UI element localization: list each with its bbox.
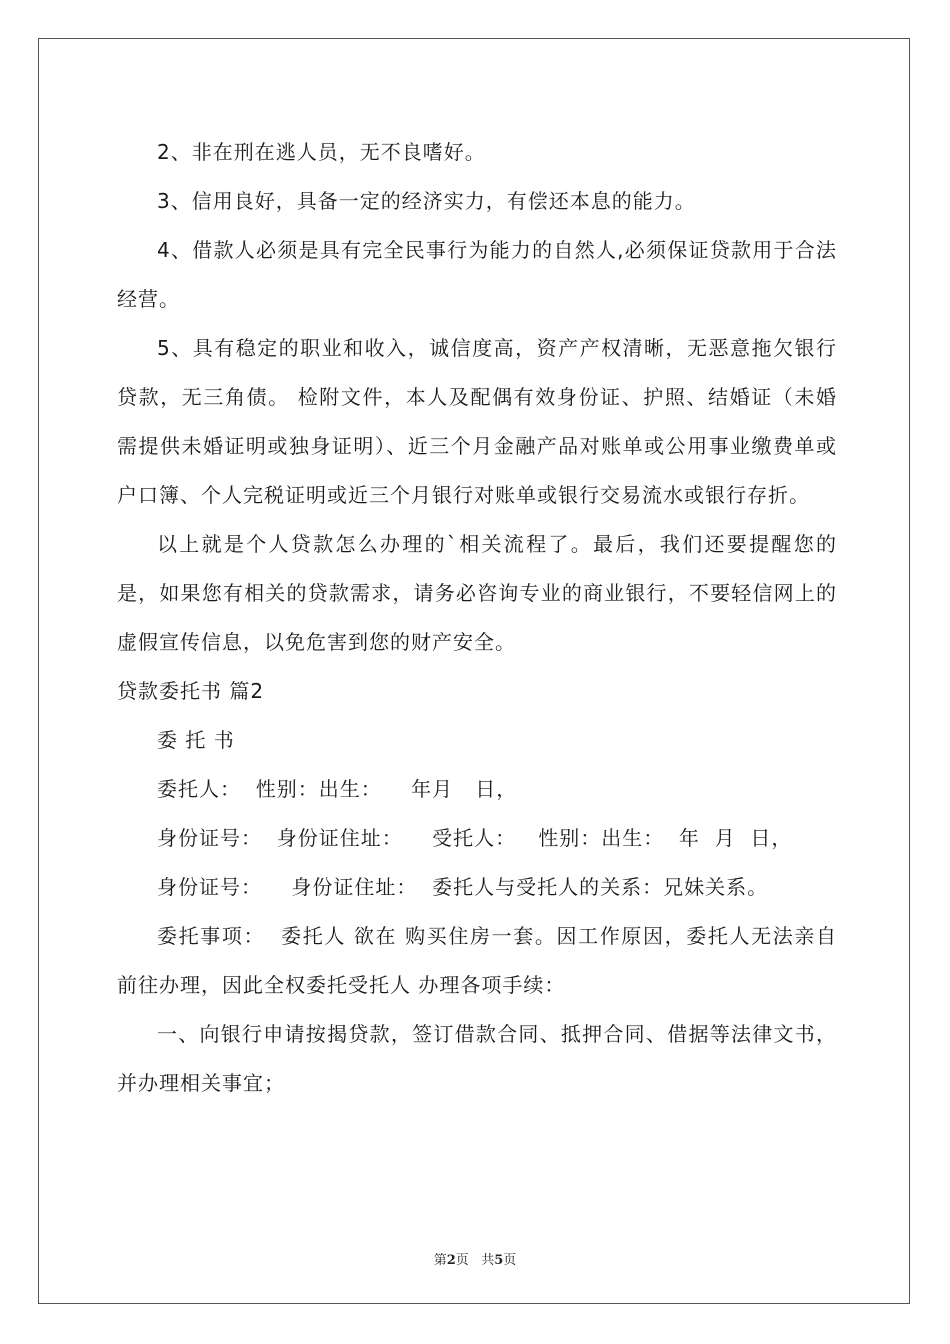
paragraph: 5、具有稳定的职业和收入，诚信度高，资产产权清晰，无恶意拖欠银行贷款，无三角债。 检附文件，本人及配偶有效身份证、护照、结婚证（未婚需提供未婚证明或独身证明）、近三个月金融产品对账单或公用事业缴费单或户口簿、个人完税证明或近三个月银行对账单或银行交易流水或银行存折。 — [117, 336, 837, 507]
section-heading: 贷款委托书 篇2 — [117, 679, 265, 703]
paragraph: 身份证号： 身份证住址： 受托人： 性别：出生： 年 月 日， — [157, 826, 793, 850]
current-page-number: 2 — [446, 1253, 456, 1268]
paragraph: 委托人： 性别：出生： 年月 日， — [157, 777, 518, 801]
paragraph: 4、借款人必须是具有完全民事行为能力的自然人,必须保证贷款用于合法经营。 — [117, 238, 837, 311]
paragraph: 身份证号： 身份证住址： 委托人与受托人的关系：兄妹关系。 — [157, 875, 769, 899]
paragraph: 3、信用良好，具备一定的经济实力，有偿还本息的能力。 — [157, 189, 696, 213]
footer-prefix: 第 — [433, 1253, 447, 1268]
paragraph: 以上就是个人贷款怎么办理的`相关流程了。最后，我们还要提醒您的是，如果您有相关的贷款需求，请务必咨询专业的商业银行，不要轻信网上的虚假宣传信息，以免危害到您的财产安全。 — [117, 532, 837, 654]
paragraph: 委托事项： 委托人 欲在 购买住房一套。因工作原因，委托人无法亲自前往办理，因此全权委托受托人 办理各项手续： — [117, 924, 837, 997]
page-footer — [0, 1249, 950, 1268]
paragraph: 一、向银行申请按揭贷款，签订借款合同、抵押合同、借据等法律文书，并办理相关事宜； — [117, 1022, 837, 1095]
total-pages-number: 5 — [494, 1253, 504, 1268]
document-title: 委 托 书 — [157, 728, 235, 752]
footer-suffix: 页 — [503, 1253, 517, 1268]
paragraph: 2、非在刑在逃人员，无不良嗜好。 — [157, 140, 486, 164]
footer-middle: 页 共 — [455, 1253, 495, 1268]
document-body — [117, 128, 837, 1108]
